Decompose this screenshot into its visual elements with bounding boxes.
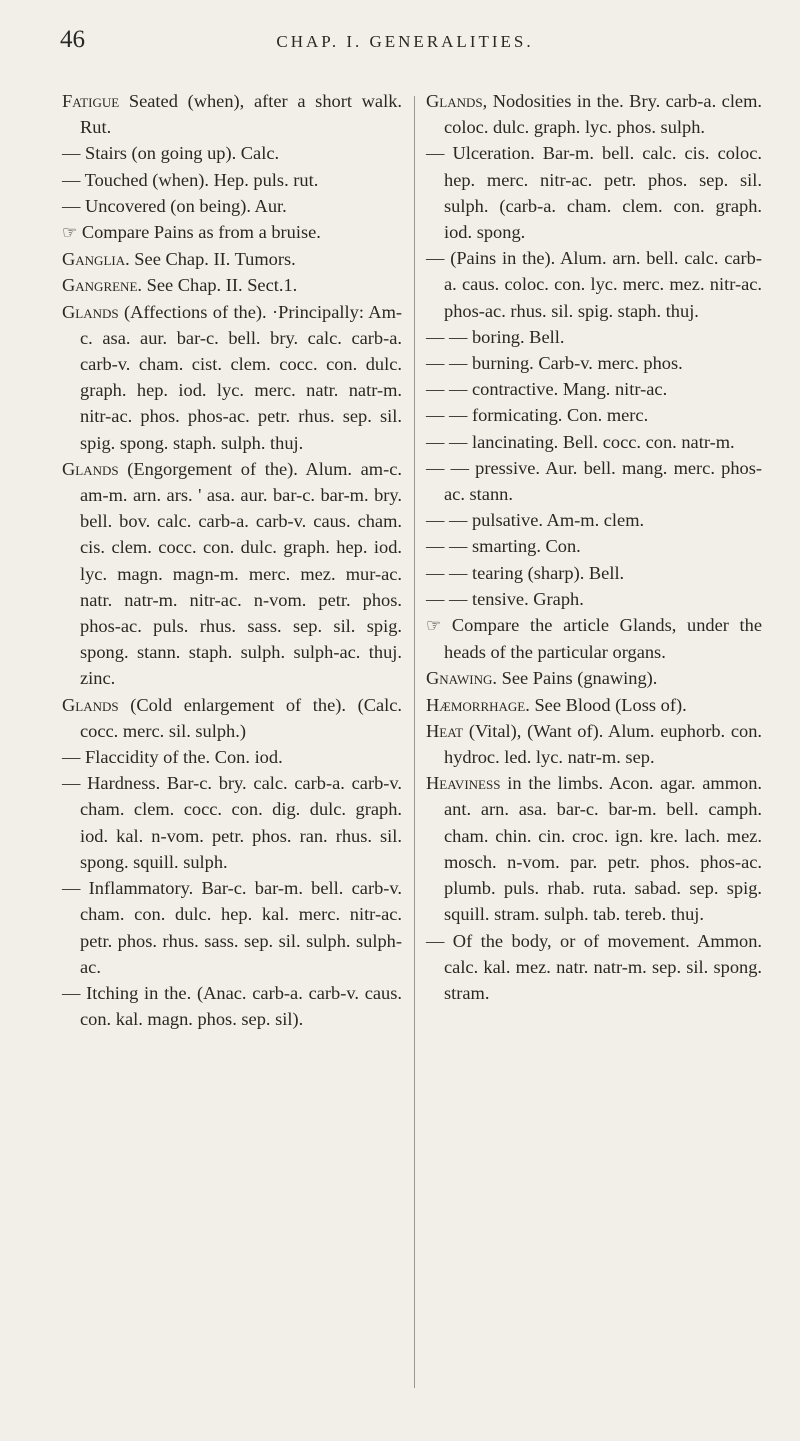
entry: — Stairs (on going up). Calc. <box>62 143 280 164</box>
entry: Heaviness in the limbs. Acon. agar. ammon. ant. arn. asa. bar-c. bar-m. bell. camph. cham. chin. cin. croc. ign. kre. lach. mez. mosch. n-vom. par. petr. phos. phos-ac. plumb. puls. rhab. ruta. sabad. sep. spig. squill. stram. sulph. tab. tereb. thuj. <box>426 773 762 925</box>
running-title: CHAP. I. GENERALITIES. <box>276 32 534 51</box>
pointing-hand-icon: ☞ <box>62 223 78 243</box>
entry: — Uncovered (on being). Aur. <box>62 195 287 216</box>
entry: — — pulsative. Am-m. clem. <box>426 510 645 531</box>
entry: — Hardness. Bar-c. bry. calc. carb-a. carb-v. cham. clem. cocc. con. dig. dulc. graph. iod. kal. n-vom. petr. phos. ran. rhus. sil. spong. squill. sulph. <box>62 773 402 872</box>
left-column <box>62 88 402 1032</box>
entry: ☞ Compare Pains as from a bruise. <box>62 222 321 243</box>
entry: Heat (Vital), (Want of). Alum. euphorb. con. hydroc. led. lyc. natr-m. sep. <box>426 720 762 768</box>
entry: — Flaccidity of the. Con. iod. <box>62 747 283 768</box>
entry: — — lancinating. Bell. cocc. con. natr-m. <box>426 431 735 452</box>
entry: — — boring. Bell. <box>426 326 565 347</box>
entry: — — burning. Carb-v. merc. phos. <box>426 353 683 374</box>
page-header <box>60 22 750 58</box>
entry: Glands, Nodosities in the. Bry. carb-a. clem. coloc. dulc. graph. lyc. phos. sulph. <box>426 91 762 138</box>
entry: Glands (Cold enlargement of the). (Calc. cocc. merc. sil. sulph.) <box>62 694 402 741</box>
pointing-hand-icon: ☞ <box>426 616 442 636</box>
entry: Glands (Affections of the). ·Principally: Am-c. asa. aur. bar-c. bell. bry. calc. carb-a. carb-v. cham. cist. clem. cocc. con. dulc. graph. hep. iod. lyc. merc. natr. natr-m. nitr-ac. phos. phos-ac. petr. rhus. sep. sil. spig. spong. staph. sulph. thuj. <box>62 301 402 453</box>
entry: — — smarting. Con. <box>426 536 581 557</box>
entry: — Itching in the. (Anac. carb-a. carb-v. caus. con. kal. magn. phos. sep. sil). <box>62 982 402 1030</box>
entry: Hæmorrhage. See Blood (Loss of). <box>426 694 687 715</box>
entry: — — formicating. Con. merc. <box>426 405 649 426</box>
column-divider <box>414 96 415 1388</box>
right-column <box>426 88 762 1006</box>
entry: — — contractive. Mang. nitr-ac. <box>426 379 668 400</box>
entry: Gnawing. See Pains (gnawing). <box>426 668 658 689</box>
entry: ☞ Compare the article Glands, under the heads of the particular organs. <box>426 615 762 663</box>
entry: — (Pains in the). Alum. arn. bell. calc. carb-a. caus. coloc. con. lyc. merc. mez. nitr-ac. phos-ac. rhus. sil. spig. staph. thuj. <box>426 248 762 321</box>
entry: — Inflammatory. Bar-c. bar-m. bell. carb-v. cham. con. dulc. hep. kal. merc. nitr-ac. petr. phos. rhus. sass. sep. sil. sulph. sulph-ac. <box>62 878 402 977</box>
entry: — Touched (when). Hep. puls. rut. <box>62 169 319 190</box>
entry: — — tensive. Graph. <box>426 588 584 609</box>
entry: Ganglia. See Chap. II. Tumors. <box>62 249 296 270</box>
entry: — Of the body, or of movement. Ammon. calc. kal. mez. natr. natr-m. sep. sil. spong. stram. <box>426 930 762 1003</box>
entry: Fatigue Seated (when), after a short walk. Rut. <box>62 91 402 138</box>
entry: — — tearing (sharp). Bell. <box>426 562 625 583</box>
entry: — Ulceration. Bar-m. bell. calc. cis. coloc. hep. merc. nitr-ac. petr. phos. sep. sil. sulph. (carb-a. cham. clem. con. graph. iod. spong. <box>426 143 762 243</box>
entry: — — pressive. Aur. bell. mang. merc. phos-ac. stann. <box>426 457 762 505</box>
entry: Gangrene. See Chap. II. Sect.1. <box>62 275 298 296</box>
entry: Glands (Engorgement of the). Alum. am-c. am-m. arn. ars. ' asa. aur. bar-c. bar-m. bry. bell. bov. calc. carb-a. carb-v. caus. cham. cis. clem. cocc. con. dulc. graph. hep. iod. lyc. magn. magn-m. merc. mez. mur-ac. natr. natr-m. nitr-ac. n-vom. petr. phos. phos-ac. puls. rhus. sass. sep. sil. spig. spong. stann. staph. sulph. sulph-ac. thuj. zinc. <box>62 458 402 689</box>
page-number: 46 <box>60 26 85 53</box>
